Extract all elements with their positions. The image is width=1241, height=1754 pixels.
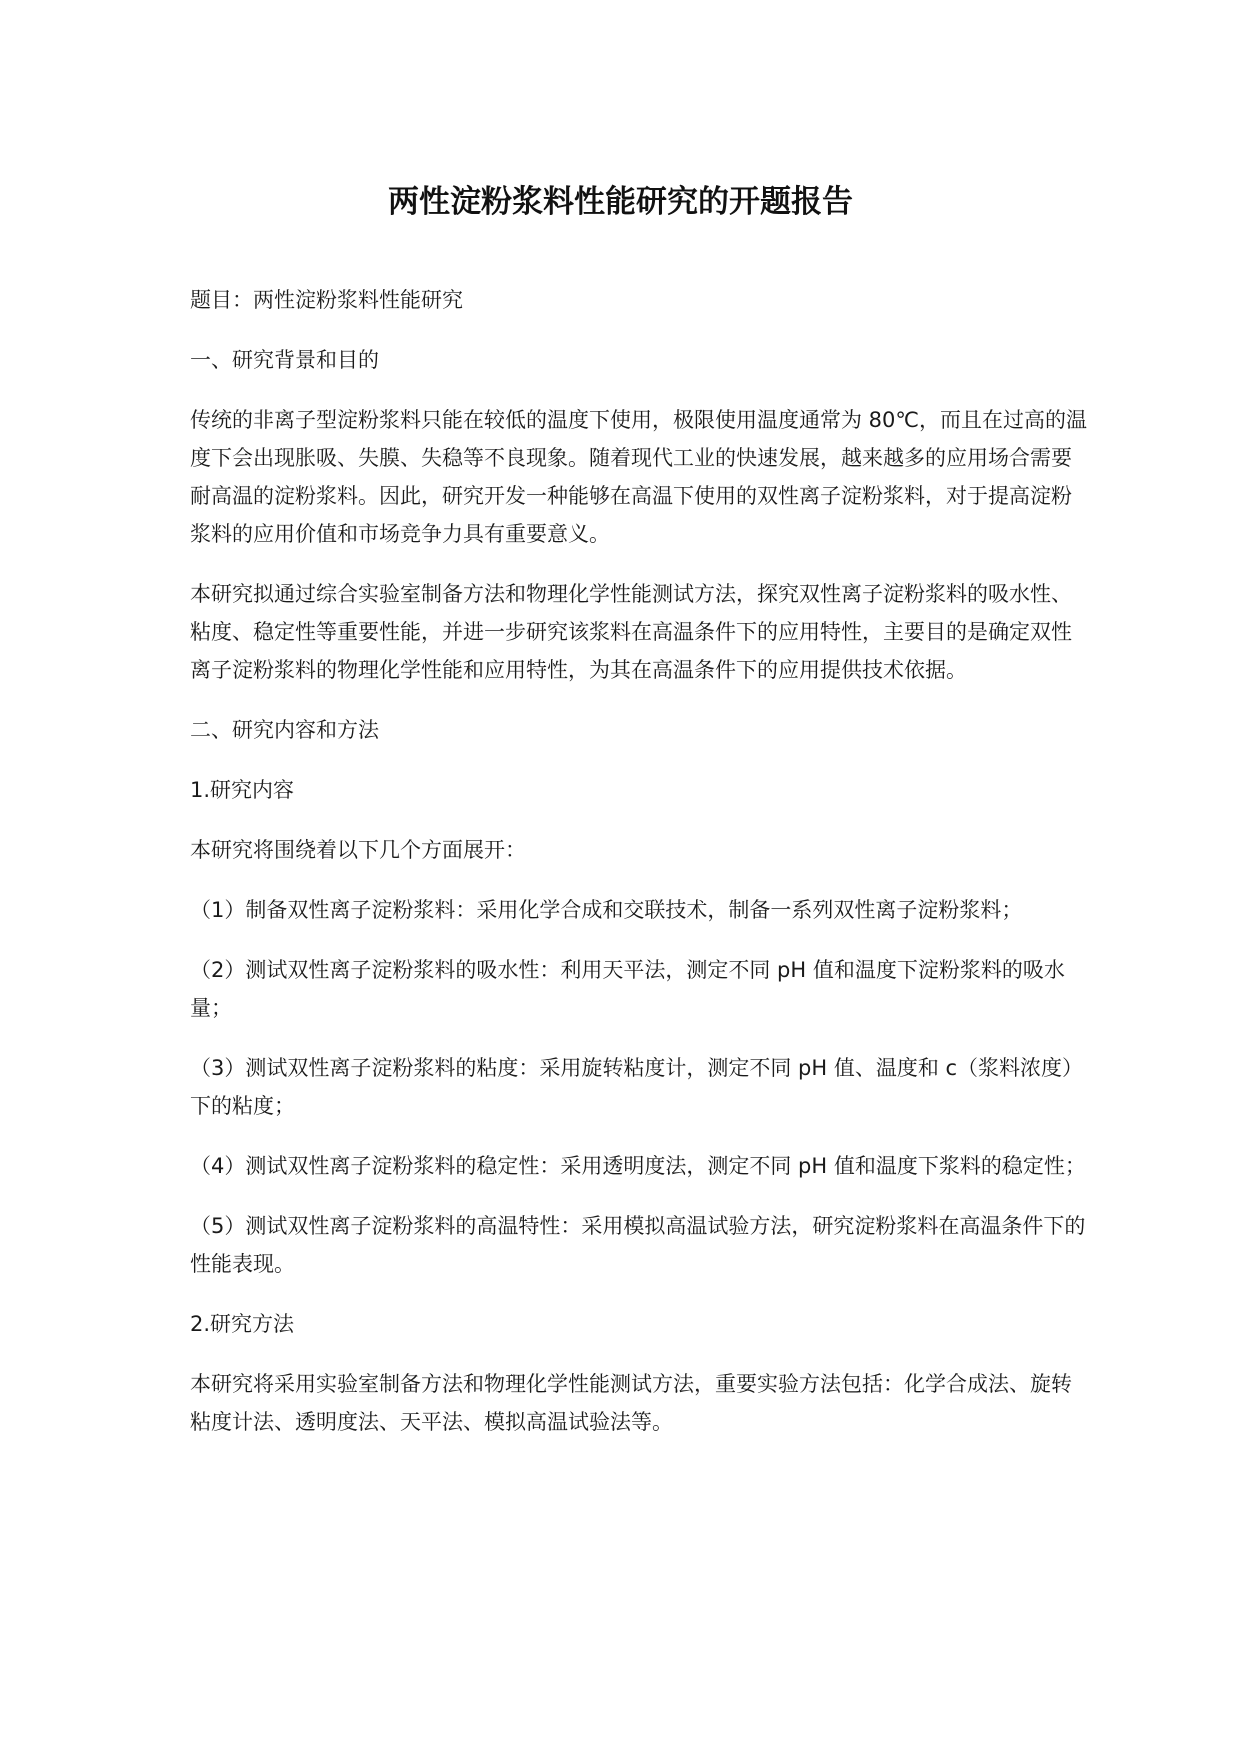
subheading-content: 1.研究内容 bbox=[190, 778, 295, 802]
list-item-5: （5）测试双性离子淀粉浆料的高温特性：采用模拟高温试验方法，研究淀粉浆料在高温条件下的性能表现。 bbox=[190, 1214, 1086, 1276]
paragraph-methods: 本研究将采用实验室制备方法和物理化学性能测试方法，重要实验方法包括：化学合成法、旋转粘度计法、透明度法、天平法、模拟高温试验法等。 bbox=[190, 1372, 1072, 1434]
list-item-2: （2）测试双性离子淀粉浆料的吸水性：利用天平法，测定不同 pH 值和温度下淀粉浆料的吸水量； bbox=[190, 958, 1065, 1020]
document-title: 两性淀粉浆料性能研究的开题报告 bbox=[388, 184, 853, 220]
list-item-4: （4）测试双性离子淀粉浆料的稳定性：采用透明度法，测定不同 pH 值和温度下浆料的稳定性； bbox=[190, 1154, 1086, 1178]
section-heading-content-methods: 二、研究内容和方法 bbox=[190, 718, 379, 742]
paragraph-content-intro: 本研究将围绕着以下几个方面展开： bbox=[190, 838, 526, 862]
document-body bbox=[190, 281, 1090, 1463]
paragraph-objective: 本研究拟通过综合实验室制备方法和物理化学性能测试方法，探究双性离子淀粉浆料的吸水性、粘度、稳定性等重要性能，并进一步研究该浆料在高温条件下的应用特性，主要目的是确定双性离子淀粉浆料的物理化学性能和应用特性，为其在高温条件下的应用提供技术依据。 bbox=[190, 582, 1072, 682]
topic-line: 题目：两性淀粉浆料性能研究 bbox=[190, 288, 463, 312]
list-item-1: （1）制备双性离子淀粉浆料：采用化学合成和交联技术，制备一系列双性离子淀粉浆料； bbox=[190, 898, 1023, 922]
list-item-3: （3）测试双性离子淀粉浆料的粘度：采用旋转粘度计，测定不同 pH 值、温度和 c（浆料浓度）下的粘度； bbox=[190, 1056, 1084, 1118]
paragraph-background: 传统的非离子型淀粉浆料只能在较低的温度下使用，极限使用温度通常为 80℃，而且在过高的温度下会出现胀吸、失膜、失稳等不良现象。随着现代工业的快速发展，越来越多的应用场合需要耐高温的淀粉浆料。因此，研究开发一种能够在高温下使用的双性离子淀粉浆料，对于提高淀粉浆料的应用价值和市场竞争力具有重要意义。 bbox=[190, 408, 1087, 546]
subheading-methods: 2.研究方法 bbox=[190, 1312, 295, 1336]
section-heading-background: 一、研究背景和目的 bbox=[190, 348, 379, 372]
